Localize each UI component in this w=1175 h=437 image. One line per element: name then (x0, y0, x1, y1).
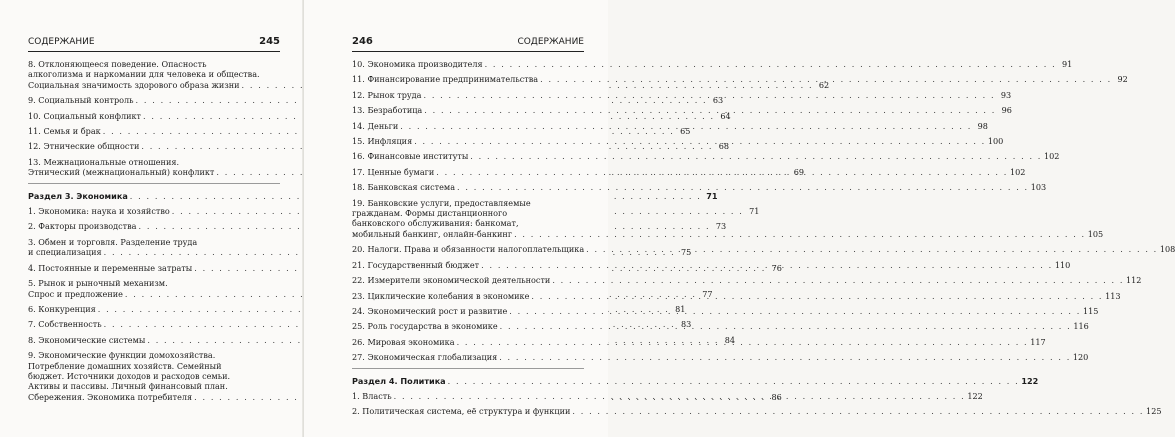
toc-section-heading[interactable] (352, 375, 1039, 386)
toc-entry-title: 26. Мировая экономика (352, 336, 455, 347)
toc-entry-title: 5. Рынок и рыночный механизм. (28, 278, 168, 289)
toc-entry-page: 102 (1009, 166, 1026, 177)
toc-entry-title: 13. Межнациональные отношения. (28, 156, 180, 167)
toc-entry-page: 122 (1021, 375, 1039, 386)
toc-entry-title: бюджет. Источники доходов и расходов семьи. (28, 370, 231, 381)
dot-leader (500, 321, 1072, 331)
toc-entry-title: Активы и пассивы. Личный финансовый план. (28, 381, 228, 392)
toc-entry-page: 64 (720, 110, 731, 121)
toc-entry-title: 22. Измерители экономической деятельности (352, 275, 551, 286)
toc-entry-page: 125 (1146, 406, 1162, 417)
page-number: 246 (352, 36, 373, 47)
toc-entry-title: Спрос и предложение (28, 288, 123, 299)
toc-entry-title: 19. Банковские услуги, предоставляемые (352, 197, 531, 208)
dot-leader (485, 59, 1057, 69)
toc-entry-page: 100 (987, 136, 1004, 147)
toc-entry-title: Этнический (межнациональный) конфликт (28, 167, 215, 178)
toc-entry-page: 83 (681, 319, 692, 330)
toc-entry[interactable] (352, 182, 1047, 193)
toc-entry-title: 12. Рынок труда (352, 89, 422, 100)
toc-entry-title: 27. Экономическая глобализация (352, 352, 498, 363)
toc-entry-title: 11. Семья и брак (28, 126, 101, 137)
dot-leader (514, 229, 1086, 239)
dot-leader (457, 334, 1029, 347)
toc-entry[interactable] (352, 120, 988, 131)
dot-leader (481, 260, 1053, 270)
section-divider (352, 368, 584, 369)
dot-leader (414, 136, 986, 146)
dot-leader (470, 151, 1042, 161)
toc-entry-page: 84 (724, 334, 736, 345)
toc-entry-page: 65 (680, 126, 691, 137)
toc-entry-page: 86 (771, 391, 782, 402)
toc-entry-page: 115 (1082, 305, 1099, 316)
toc-entry[interactable] (28, 126, 691, 137)
toc-entry-page: 102 (1043, 151, 1060, 162)
toc-entry[interactable] (352, 89, 1012, 100)
toc-entry-page: 116 (1073, 321, 1089, 332)
toc-entry-title: 12. Этнические общности (28, 141, 140, 152)
toc-entry-page: 105 (1087, 228, 1104, 239)
toc-entry-page: 91 (1061, 59, 1073, 69)
toc-entry-title: 8. Отклоняющееся поведение. Опасность (28, 59, 207, 69)
toc-entry-title: алкоголизма и наркомании для человека и общества. (28, 69, 260, 80)
toc-entry-page: 120 (1072, 352, 1089, 363)
toc-entry-title: Раздел 3. Экономика (28, 190, 128, 201)
dot-leader (531, 288, 1103, 301)
dot-leader (448, 376, 1020, 386)
toc-entry-title: гражданам. Формы дистанционного (352, 208, 508, 219)
toc-entry[interactable] (28, 95, 724, 106)
toc-entry-title: 8. Экономические системы (28, 334, 146, 345)
toc-entry-title: 9. Социальный контроль (28, 95, 134, 106)
toc-entry-page: 93 (1000, 89, 1012, 100)
toc-entry-title: банковского обслуживания: банкомат, (352, 218, 519, 229)
running-title: СОДЕРЖАНИЕ (517, 37, 584, 47)
toc-entry-page: 75 (680, 247, 692, 258)
toc-entry-title: Потребление домашних хозяйств. Семейный (28, 360, 222, 371)
toc-entry-page: 122 (967, 390, 983, 401)
dot-leader (540, 74, 1112, 84)
toc-entry-title: Раздел 4. Политика (352, 375, 446, 386)
toc-entry-title: 13. Безработица (352, 105, 423, 116)
toc-entry-title: 2. Политическая система, её структура и функции (352, 406, 571, 417)
dot-leader (394, 391, 966, 401)
toc-entry-title: Социальная значимость здорового образа жизни (28, 79, 240, 90)
toc-entry-title: мобильный банкинг, онлайн-банкинг (352, 228, 513, 239)
dot-leader (509, 303, 1081, 316)
toc-entry-page: 62 (818, 79, 830, 90)
toc-entry-title: 9. Экономические функции домохозяйства. (28, 350, 216, 361)
toc-entry-title: 21. Государственный бюджет (352, 259, 480, 270)
toc-entry-page: 76 (771, 262, 782, 273)
toc-entry-page: 73 (715, 221, 727, 232)
toc-entry-title: 14. Деньги (352, 120, 399, 131)
toc-entry-title: 7. Собственность (28, 319, 102, 330)
toc-entry-page: 98 (977, 120, 988, 131)
toc-entry-page: 113 (1105, 290, 1121, 301)
toc-entry-title: 6. Конкуренция (28, 303, 96, 314)
toc-entry-title: 18. Банковская система (352, 182, 456, 193)
toc-entry[interactable] (352, 352, 1089, 363)
toc-entry-page: 81 (675, 303, 686, 314)
toc-entry[interactable] (352, 275, 1142, 286)
dot-leader (424, 105, 996, 115)
toc-entry-title: 4. Постоянные и переменные затраты (28, 262, 193, 273)
right-page-header (352, 26, 584, 52)
running-title: СОДЕРЖАНИЕ (28, 37, 95, 47)
toc-entry-page: 92 (1117, 74, 1128, 85)
toc-entry-title: 24. Экономический рост и развитие (352, 305, 508, 316)
dot-leader (457, 182, 1029, 192)
toc-entry-title: 25. Роль государства в экономике (352, 321, 498, 332)
toc-entry-page: 96 (1001, 105, 1012, 116)
toc-entry-page: 108 (1159, 244, 1175, 255)
dot-leader (499, 352, 1071, 362)
toc-entry-page: 68 (718, 141, 730, 152)
toc-entry-title: 11. Финансирование предпринимательства (352, 74, 539, 85)
toc-entry-title: 16. Финансовые институты (352, 151, 469, 162)
toc-entry-page: 77 (702, 288, 713, 299)
dot-leader (552, 275, 1124, 285)
toc-entry-page: 117 (1030, 336, 1046, 347)
section-divider (28, 183, 280, 184)
toc-entry-page: 71 (749, 206, 760, 217)
toc-entry[interactable] (352, 59, 1073, 69)
toc-entry-title: 20. Налоги. Права и обязанности налогоплательщика (352, 244, 585, 255)
dot-leader (436, 167, 1008, 177)
toc-entry-title: и специализация (28, 247, 102, 258)
toc-entry-title: 23. Циклические колебания в экономике (352, 290, 530, 301)
dot-leader (572, 406, 1144, 416)
toc-entry-title: 3. Обмен и торговля. Разделение труда (28, 236, 198, 247)
toc-entry-title: 10. Социальный конфликт (28, 110, 142, 121)
toc-entry-page: 103 (1030, 182, 1047, 193)
left-page-header (28, 26, 280, 52)
toc-entry-title: 1. Власть (352, 390, 392, 401)
toc-entry-title: 15. Инфляция (352, 136, 413, 147)
toc-entry-title: 2. Факторы производства (28, 221, 137, 232)
toc-entry-title: Сбережения. Экономика потребителя (28, 391, 193, 402)
dot-leader (586, 244, 1158, 254)
dot-leader (423, 90, 995, 100)
toc-entry[interactable] (352, 151, 1060, 162)
toc-entry-title: 1. Экономика: наука и хозяйство (28, 206, 170, 217)
toc-entry-title: 10. Экономика производителя (352, 59, 483, 69)
toc-entry[interactable] (352, 406, 1162, 417)
toc-section-heading[interactable] (28, 190, 718, 201)
toc-entry-page: 71 (706, 190, 718, 201)
dot-leader (400, 121, 972, 131)
toc-entry-page: 110 (1054, 259, 1071, 270)
page-number: 245 (259, 36, 280, 47)
toc-entry-page: 112 (1126, 275, 1142, 286)
toc-entry-page: 63 (712, 95, 724, 106)
toc-entry-title: 17. Ценные бумаги (352, 166, 435, 177)
toc-entry-page: 69 (793, 167, 805, 178)
